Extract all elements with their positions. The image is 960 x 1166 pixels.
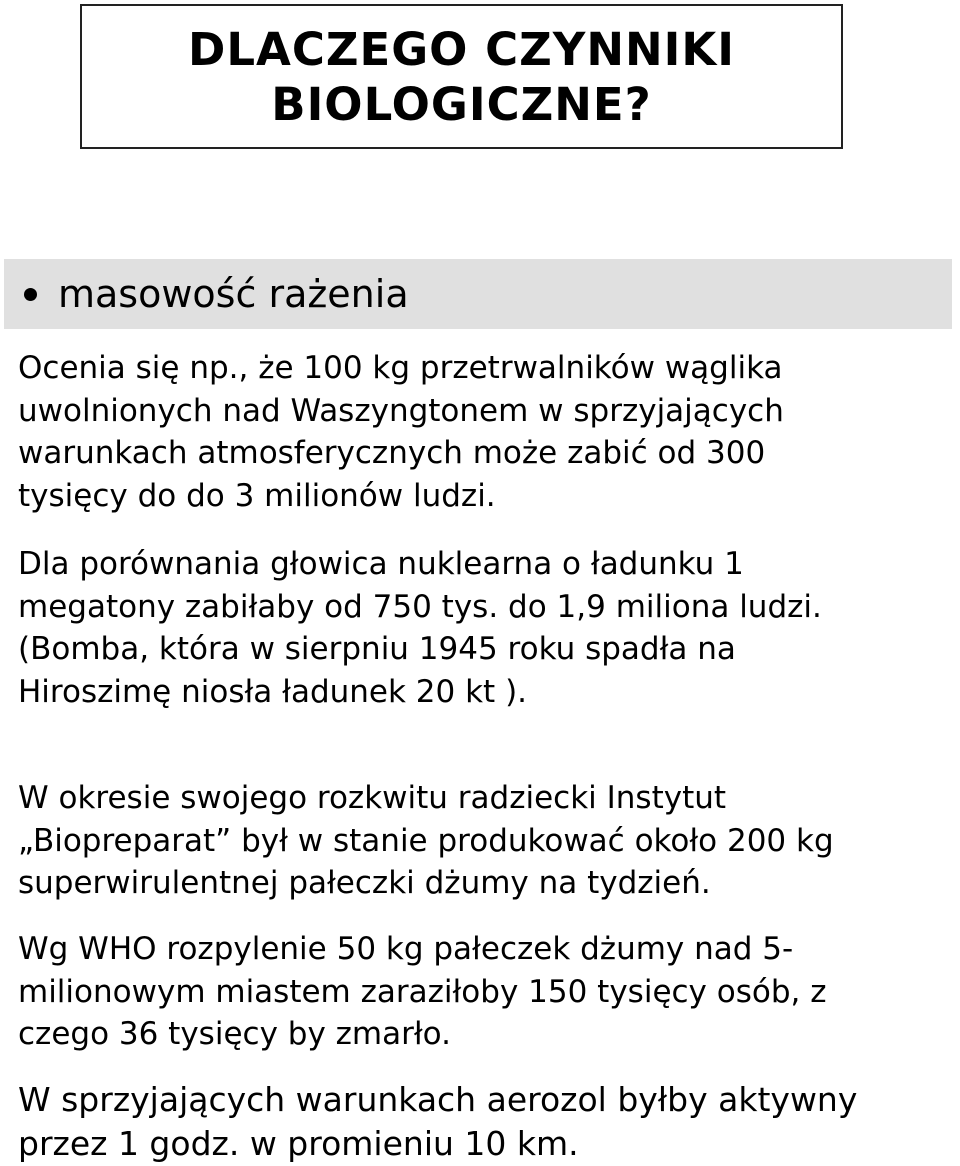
highlighted-bullet — [4, 259, 952, 329]
bullet-text: masowość rażenia — [58, 272, 409, 316]
paragraph-nuclear-comparison: Dla porównania głowica nuklearna o ładunku 1 megatony zabiłaby od 750 tys. do 1,9 miliona ludzi. (Bomba, która w sierpniu 1945 roku spadła na Hiroszimę niosła ładunek 20 kt ). — [18, 546, 822, 710]
paragraph-anthrax: Ocenia się np., że 100 kg przetrwalników wąglika uwolnionych nad Waszyngtonem w sprzyjających warunkach atmosferycznych może zabić od 300 tysięcy do do 3 milionów ludzi. — [18, 350, 784, 514]
title-box — [80, 4, 843, 149]
paragraph-aerosol: W sprzyjających warunkach aerozol byłby aktywny przez 1 godz. w promieniu 10 km. — [18, 1080, 858, 1163]
paragraph-biopreparat: W okresie swojego rozkwitu radziecki Instytut „Biopreparat” był w stanie produkować około 200 kg superwirulentnej pałeczki dżumy na tydzień. — [18, 780, 834, 901]
page-title: DLACZEGO CZYNNIKI BIOLOGICZNE? — [187, 22, 736, 131]
paragraph-who-plague: Wg WHO rozpylenie 50 kg pałeczek dżumy nad 5- milionowym miastem zaraziłoby 150 tysięcy osób, z czego 36 tysięcy by zmarło. — [18, 931, 827, 1052]
bullet-dot-icon — [24, 288, 37, 301]
